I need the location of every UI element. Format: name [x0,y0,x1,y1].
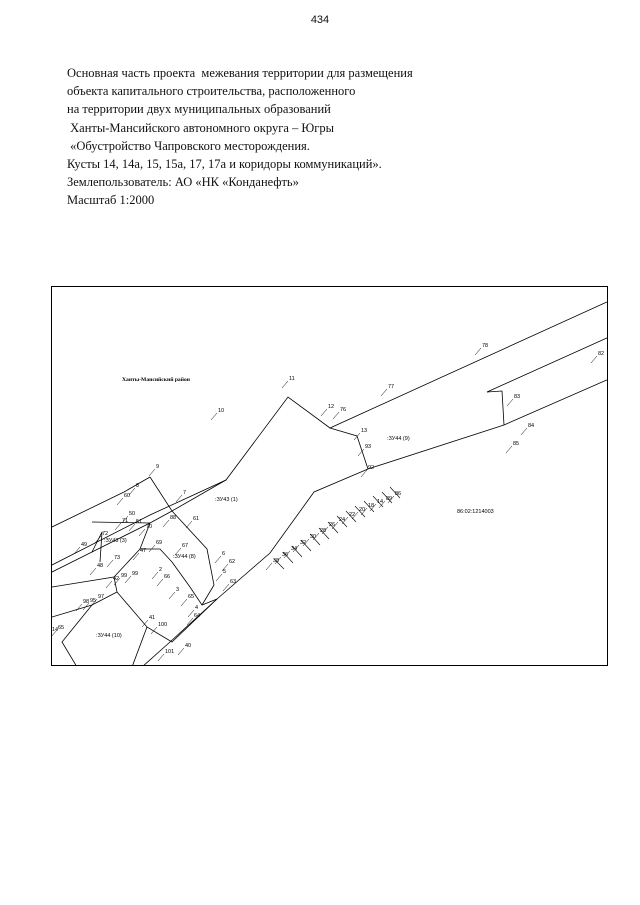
point-label: 63 [230,579,237,585]
plot-label: :ЗУ44 (9) [387,436,410,442]
point-leader [169,592,175,599]
point-label: 38 [273,558,280,564]
point-leader [333,412,339,419]
point-label: 48 [97,563,104,569]
point-label: 72 [102,531,109,537]
point-label: 40 [185,643,192,649]
corridor-boundary [330,428,368,469]
point-label: 28 [320,528,327,534]
point-label: 65 [58,625,65,631]
point-leader [115,523,121,530]
header-line: Основная часть проекта межевания территории для размещения [67,66,413,80]
point-leader [157,579,163,586]
point-label: 67 [182,543,189,549]
point-label: 60 [124,493,131,499]
point-label: 2 [159,567,163,573]
point-leader [106,581,112,588]
point-label: 49 [81,542,88,548]
point-label: 13 [361,428,368,434]
point-label: 61 [193,516,200,522]
point-label: 93 [365,444,372,450]
scale-label: Масштаб 1:2000 [67,193,155,208]
point-leader [90,568,96,575]
point-leader [142,620,148,627]
corridor-boundary [487,337,608,392]
point-leader [282,381,288,388]
point-label: 14 [52,627,59,633]
header-line: Землепользователь: АО «НК «Конданефть» [67,175,299,190]
point-label: 41 [149,615,156,621]
point-label: 10 [218,408,225,414]
point-label: 36 [282,552,289,558]
point-label: 98 [83,599,90,605]
point-label: 14 [377,499,384,505]
point-leader [381,389,387,396]
point-label: 3 [176,587,180,593]
point-leader [74,547,80,554]
point-label: 64 [194,613,201,619]
point-leader [149,469,155,476]
header-line: Кусты 14, 14а, 15, 15а, 17, 17а и коридоры коммуникаций». [67,157,382,172]
point-leader [521,428,527,435]
region-label: Ханты-Мансийский район [122,377,190,383]
plot-label: :ЗУ44 (10) [96,633,122,639]
point-leader [186,521,192,528]
point-leader [163,520,169,527]
point-leader [178,648,184,655]
point-leader [506,446,512,453]
plot-label: :ЗУ44 (8) [173,554,196,560]
point-leader [151,627,157,634]
point-label: 77 [388,384,395,390]
point-label: 65 [188,594,195,600]
point-label: 47 [140,548,147,554]
point-leader [211,413,217,420]
point-leader [321,409,327,416]
point-leader [507,399,513,406]
plot-boundary [114,577,217,642]
point-label: 11 [289,376,295,382]
point-leader [475,348,481,355]
point-leader [266,563,272,570]
point-label: 6 [222,551,226,557]
point-label: 71 [122,518,129,524]
point-label: 26 [329,522,336,528]
point-label: 99 [121,573,128,579]
point-label: 76 [340,407,347,413]
point-label: 34 [291,546,298,552]
point-label: 88 [170,515,177,521]
point-label: 95 [90,598,97,604]
cadastral-map [51,286,608,666]
point-leader [216,574,222,581]
point-label: 84 [528,423,535,429]
point-label: 73 [114,555,121,561]
point-label: 82 [598,351,605,357]
point-label: 30 [310,534,317,540]
document-header [67,64,487,210]
header-line: Ханты-Мансийского автономного округа – Югры [67,120,335,135]
plot-boundary [172,562,217,605]
point-label: 4 [195,605,199,611]
point-leader [223,584,229,591]
point-label: 89 [386,496,393,502]
cadastral-label: 86:02:1214003 [457,509,494,515]
point-label: 100 [158,622,168,628]
point-label: 66 [164,574,171,580]
plot-label: :ЗУ43 (3) [104,538,127,544]
point-label: 101 [165,649,175,655]
point-label: 97 [98,594,105,600]
point-label: 22 [349,512,356,518]
point-label: 7 [183,490,187,496]
map-drawing [52,287,608,666]
point-label: 51 [136,519,143,525]
point-labels [52,343,604,655]
point-label: 99 [132,571,139,577]
point-label: 8 [136,483,140,489]
point-leader [354,433,360,440]
point-leader [181,599,187,606]
plot-label: :ЗУ43 (1) [215,497,238,503]
point-leader [152,572,158,579]
point-label: 5 [223,569,227,575]
point-label: 85 [513,441,520,447]
point-label: 86 [395,491,402,497]
point-leader [215,556,221,563]
point-label: 83 [514,394,521,400]
point-leader [107,560,113,567]
point-label: 18 [368,503,375,509]
corridor-boundary [368,379,608,469]
point-label: 24 [339,517,346,523]
point-label: 70 [146,524,153,530]
point-leader [591,356,597,363]
plot-boundary [62,605,92,666]
point-leader [76,604,82,611]
header-line: на территории двух муниципальных образований [67,102,331,117]
point-label: 78 [482,343,489,349]
page-number: 434 [310,14,330,26]
point-label: 62 [229,559,236,565]
point-leader [133,553,139,560]
point-leader [149,545,155,552]
plot-labels [96,436,410,639]
point-leader [139,529,145,536]
point-label: 20 [359,507,366,513]
point-label: 69 [156,540,163,546]
point-leader [117,498,123,505]
header-line: объекта капитального строительства, расположенного [67,84,356,99]
corridor-boundary [487,391,504,425]
plot-boundary [132,627,147,666]
point-label: 12 [328,404,335,410]
point-label: 50 [129,511,136,517]
point-label: 32 [300,540,307,546]
plot-boundary [92,522,153,549]
plot-boundary [150,477,226,511]
point-label: 92 [368,465,375,471]
point-label: 42 [113,576,120,582]
header-line: «Обустройство Чапровского месторождения. [67,138,310,153]
point-leader [158,654,164,661]
point-label: 9 [156,464,160,470]
